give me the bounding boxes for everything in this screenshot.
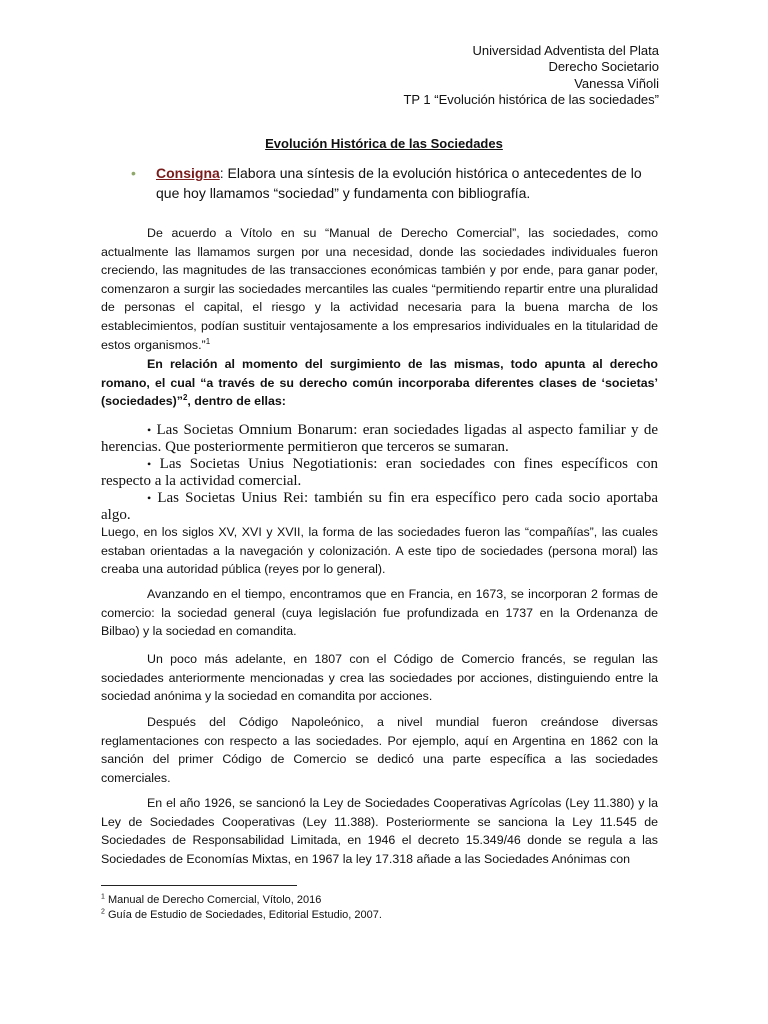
bullet-icon: • xyxy=(147,491,152,505)
bullet-icon: • xyxy=(131,165,136,181)
footnote-1-text: Manual de Derecho Comercial, Vítolo, 2016 xyxy=(107,894,322,906)
footnote-2-text: Guía de Estudio de Sociedades, Editorial Estudio, 2007. xyxy=(107,909,382,921)
document-title: Evolución Histórica de las Sociedades xyxy=(265,136,503,151)
header-author: Vanessa Viñoli xyxy=(574,75,659,91)
paragraph-2-text: En relación al momento del surgimiento de las mismas, todo apunta al derecho romano, el cual “a través de su derecho común incorporaba diferentes clases de ‘societas’ (sociedades)” xyxy=(101,357,658,409)
societas-item-text: Las Societas Omnium Bonarum: eran sociedades ligadas al aspecto familiar y de herencias. Que posteriormente permitieron que terceros se sumaran. xyxy=(101,422,659,455)
footnote-1-ref: 1 xyxy=(101,893,105,901)
paragraph-1 xyxy=(101,224,658,354)
paragraph-4: Avanzando en el tiempo, encontramos que en Francia, en 1673, se incorporan 2 formas de comercio: la sociedad general (cuya legislación fue profundizada en 1737 en la Ordenanza de Bilbao) y la sociedad en comandita. xyxy=(101,587,658,639)
bullet-icon: • xyxy=(147,457,152,471)
societas-item-text: Las Societas Unius Negotiationis: eran sociedades con fines específicos con respecto a la actividad comercial. xyxy=(101,456,659,489)
consigna-text: : Elabora una síntesis de la evolución histórica o antecedentes de lo que hoy llamamos “sociedad” y fundamenta con bibliografía. xyxy=(156,165,642,201)
societas-item-1 xyxy=(101,422,658,456)
paragraph-1-text: De acuerdo a Vítolo en su “Manual de Derecho Comercial”, las sociedades, como actualmente las llamamos surgen por una necesidad, donde las sociedades individuales fueron creciendo, las magnitudes de las transacciones económicas también y por ende, para ganar poder, comenzaron a surgir las sociedades mercantiles las cuales “permitiendo repartir entre una pluralidad de personas el capital, el riesgo y la actividad necesaria para la buena marcha de los establecimientos, podían sustituir ventajosamente a los empresarios individuales en la titularidad de estos organismos.” xyxy=(101,226,658,352)
paragraph-6: Después del Código Napoleónico, a nivel mundial fueron creándose diversas reglamentaciones con respecto a las sociedades. Por ejemplo, aquí en Argentina en 1862 con la sanción del primer Código de Comercio se dedicó una parte específica a las sociedades comerciales. xyxy=(101,715,658,785)
bullet-icon: • xyxy=(147,423,152,437)
footnote-ref-2: 2 xyxy=(182,393,188,403)
header-assignment: TP 1 “Evolución histórica de las sociedades” xyxy=(403,92,659,108)
document-header xyxy=(403,43,659,109)
header-university: Universidad Adventista del Plata xyxy=(472,43,659,58)
footnote-2-ref: 2 xyxy=(101,908,105,916)
footnote-1 xyxy=(101,893,321,907)
paragraph-3: Luego, en los siglos XV, XVI y XVII, la forma de las sociedades fueron las “compañías”, las cuales estaban orientadas a la navegación y colonización. A este tipo de sociedades (persona moral) las creaba una autoridad pública (reyes por lo general). xyxy=(101,525,658,577)
societas-item-3 xyxy=(101,490,658,524)
paragraph-7: En el año 1926, se sancionó la Ley de Sociedades Cooperativas Agrícolas (Ley 11.380) y la Ley de Sociedades Cooperativas (Ley 11.388). Posteriormente se sanciona la Ley 11.545 de Sociedades de Responsabilidad Limitada, en 1946 el decreto 15.349/46 donde se regula a las Sociedades de Economías Mixtas, en 1967 la ley 17.318 añade a las Sociedades Anónimas con xyxy=(101,796,658,866)
footnote-ref-1: 1 xyxy=(205,336,211,346)
footnote-divider xyxy=(101,885,297,886)
paragraph-2 xyxy=(101,355,658,411)
consigna-label: Consigna xyxy=(156,165,220,181)
header-subject: Derecho Societario xyxy=(548,59,659,75)
footnote-2 xyxy=(101,908,382,922)
societas-item-text: Las Societas Unius Rei: también su fin era específico pero cada socio aportaba algo. xyxy=(101,490,659,523)
societas-item-2 xyxy=(101,456,658,490)
paragraph-2-tail: , dentro de ellas: xyxy=(187,394,286,409)
paragraph-5: Un poco más adelante, en 1807 con el Código de Comercio francés, se regulan las sociedades anteriormente mencionadas y crea las sociedades por acciones, distinguiendo entre la sociedad anónima y la sociedad en comandita por acciones. xyxy=(101,652,658,704)
consigna-item xyxy=(131,163,651,203)
